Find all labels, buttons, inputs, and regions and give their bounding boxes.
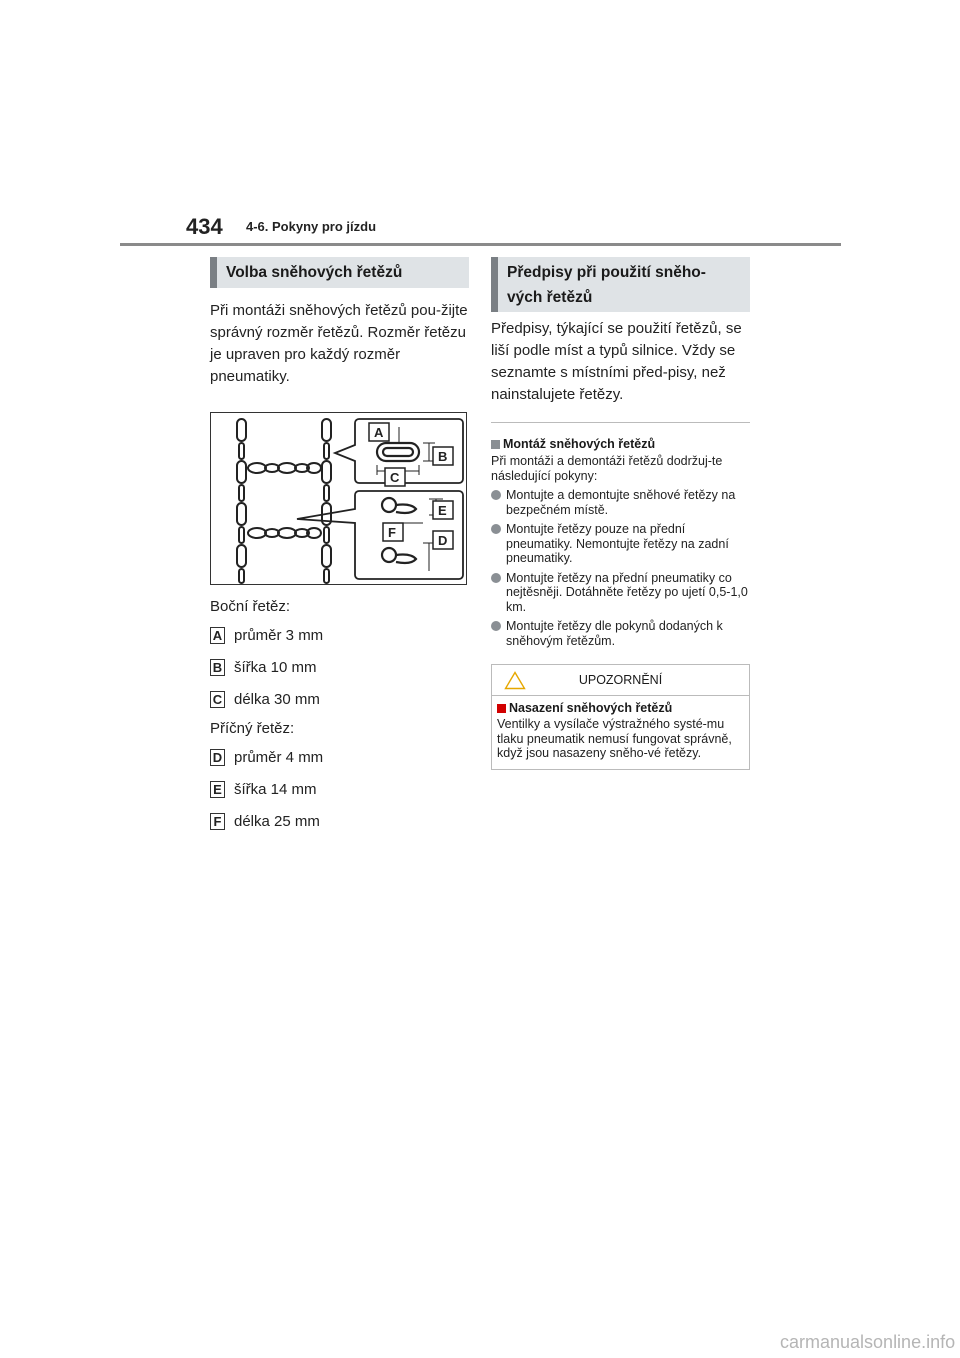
site-watermark: carmanualsonline.info <box>780 1332 956 1352</box>
spec-letter-e: E <box>210 781 225 798</box>
circle-bullet-icon <box>491 621 501 631</box>
square-bullet-icon <box>497 704 506 713</box>
section-title: 4-6. Pokyny pro jízdu <box>246 219 377 234</box>
regulations-intro: Předpisy, týkající se použití řetězů, se liší podle míst a typů silnice. Vždy se seznamte s místními před-pisy, než nainstalujete řetězy. <box>491 320 742 403</box>
spec-row <box>210 651 469 683</box>
warning-body <box>492 696 749 769</box>
bullet-text: Montujte řetězy dle pokynů dodaných k sněhovým řetězům. <box>506 619 723 648</box>
warning-subheading <box>497 701 742 715</box>
spec-row <box>210 683 469 715</box>
warning-title: UPOZORNĚNÍ <box>578 673 663 687</box>
side-chain-label: Boční řetěz: <box>210 597 291 615</box>
warning-triangle-icon <box>504 671 526 690</box>
cross-chain-label: Příčný řetěz: <box>210 719 295 737</box>
spec-text: průměr 4 mm <box>234 748 324 766</box>
snow-chain-regulations-heading <box>491 257 750 312</box>
spec-letter-d: D <box>210 749 225 766</box>
spec-row <box>210 619 469 651</box>
warning-subtitle: Nasazení sněhových řetězů <box>509 701 673 715</box>
circle-bullet-icon <box>491 490 501 500</box>
spec-letter-b: B <box>210 659 225 676</box>
spec-row <box>210 773 469 805</box>
warning-text: Ventilky a vysílače výstražného systé-mu tlaku pneumatik nemusí fungovat správně, když jsou nasazeny sněho-vé řetězy. <box>497 717 732 760</box>
list-item <box>491 522 750 566</box>
circle-bullet-icon <box>491 524 501 534</box>
figure-label-e: E <box>438 503 447 518</box>
figure-label-f: F <box>388 525 396 540</box>
snow-chain-figure <box>210 412 467 585</box>
circle-bullet-icon <box>491 573 501 583</box>
spec-text: šířka 10 mm <box>234 658 317 676</box>
warning-header <box>492 665 749 696</box>
cross-chain-bottom <box>248 528 321 538</box>
list-item <box>491 488 750 517</box>
spec-text: šířka 14 mm <box>234 780 317 798</box>
mounting-title: Montáž sněhových řetězů <box>503 437 656 451</box>
list-item <box>491 571 750 615</box>
spec-letter-a: A <box>210 627 225 644</box>
spec-letter-c: C <box>210 691 225 708</box>
bullet-text: Montujte řetězy na přední pneumatiky co nejtěsněji. Dotáhněte řetězy po ujetí 0,5-1,0 km. <box>506 570 748 614</box>
square-bullet-icon <box>491 440 500 449</box>
right-column <box>491 257 750 770</box>
left-column <box>210 257 469 837</box>
heading-text: Volba sněhových řetězů <box>226 263 403 281</box>
snow-chain-selection-intro: Při montáži sněhových řetězů pou-žijte správný rozměr řetězů. Rozměr řetězu je upraven pro každý rozměr pneumatiky. <box>210 302 468 385</box>
spec-text: délka 25 mm <box>234 812 320 830</box>
spec-row <box>210 805 469 837</box>
spec-letter-f: F <box>210 813 225 830</box>
cross-chain-top <box>248 463 321 473</box>
list-item <box>491 619 750 648</box>
bullet-text: Montujte řetězy pouze na přední pneumatiky. Nemontujte řetězy na zadní pneumatiky. <box>506 522 729 565</box>
spec-text: průměr 3 mm <box>234 626 324 644</box>
figure-label-d: D <box>438 533 448 548</box>
bullet-text: Montujte a demontujte sněhové řetězy na bezpečném místě. <box>506 488 736 517</box>
spec-text: délka 30 mm <box>234 690 320 708</box>
snow-chain-illustration <box>211 413 466 584</box>
snow-chain-selection-heading <box>210 257 469 288</box>
header-rule <box>120 243 841 246</box>
figure-label-b: B <box>438 449 448 464</box>
side-chain-specs <box>210 593 469 837</box>
divider <box>491 422 750 423</box>
right-side-chain <box>322 419 331 583</box>
heading-text: Předpisy při použití sněho-vých řetězů <box>507 263 706 306</box>
figure-label-c: C <box>390 470 400 485</box>
spec-row <box>210 741 469 773</box>
page-number: 434 <box>186 214 223 239</box>
mounting-heading <box>491 437 750 451</box>
figure-label-a: A <box>374 425 384 440</box>
mounting-intro: Při montáži a demontáži řetězů dodržuj-te následující pokyny: <box>491 454 723 483</box>
warning-box <box>491 664 750 770</box>
left-side-chain <box>237 419 246 583</box>
